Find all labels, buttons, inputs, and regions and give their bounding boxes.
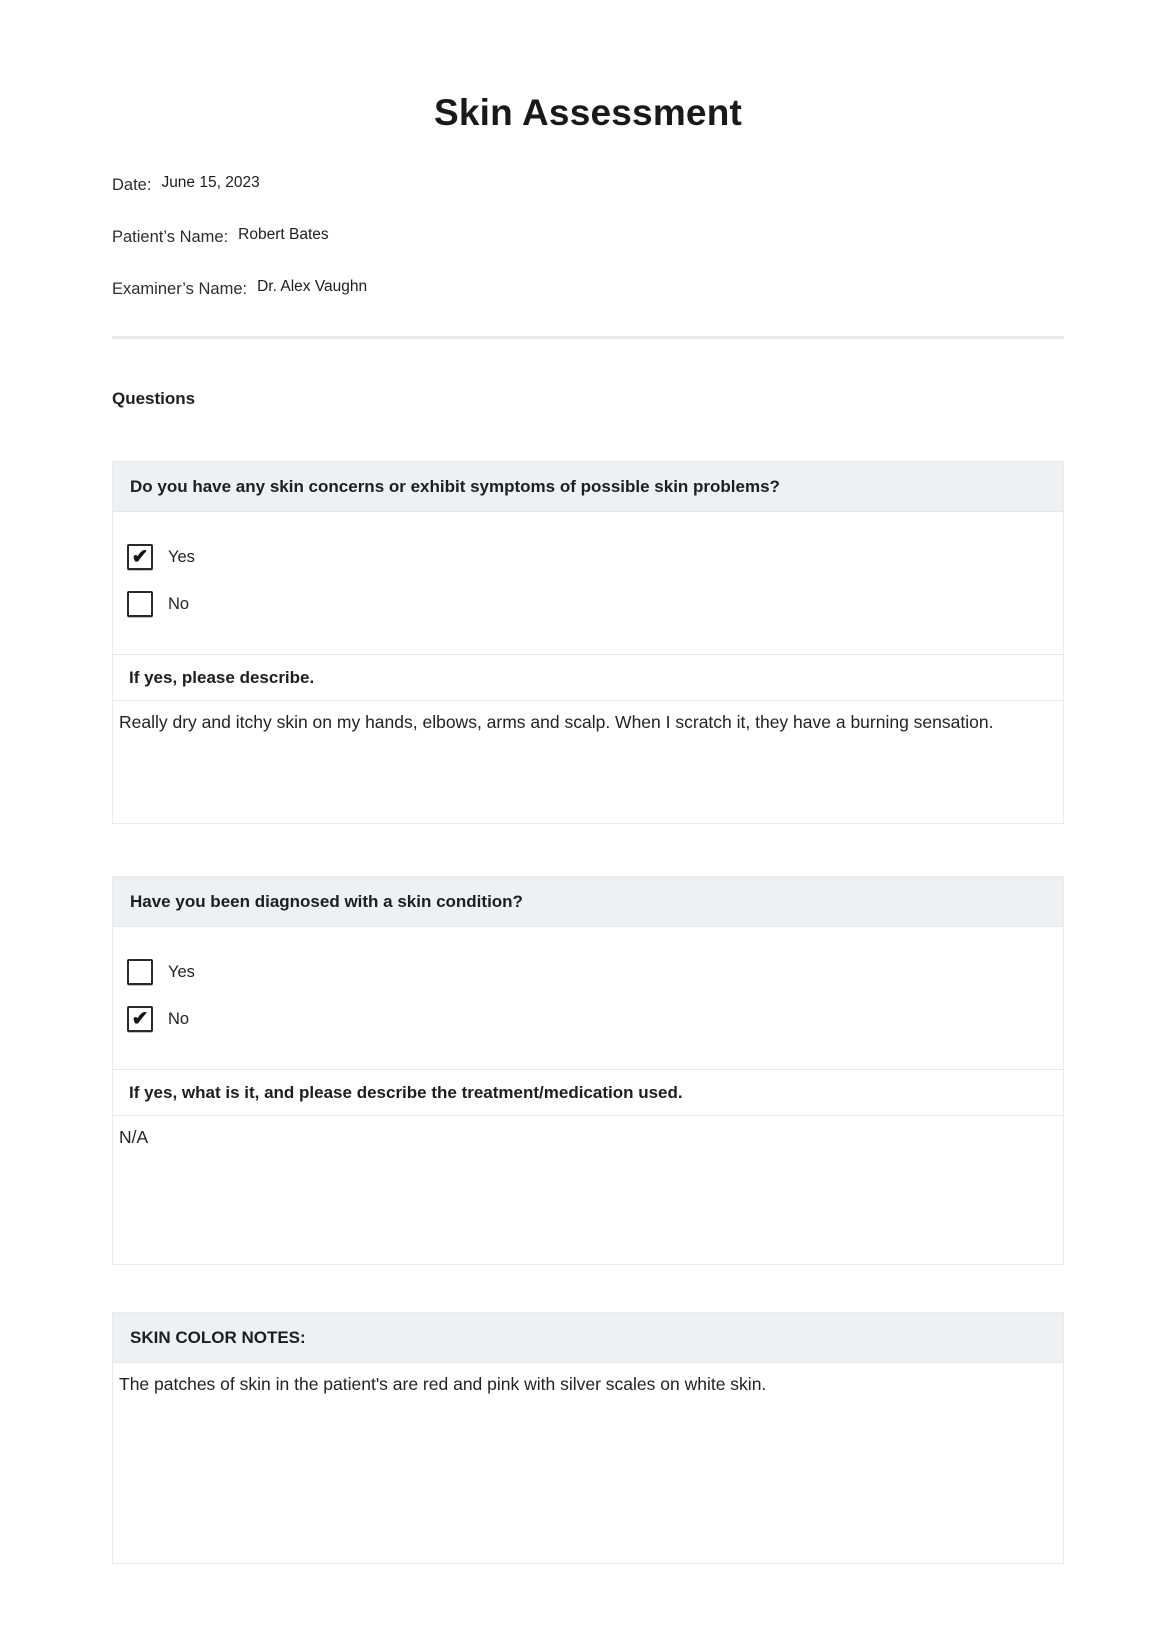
option-label-yes: Yes [168,962,195,981]
examiner-name-label: Examiner’s Name: [112,280,248,298]
option-label-yes: Yes [168,547,195,566]
followup-answer-text[interactable]: Really dry and itchy skin on my hands, elbows, arms and scalp. When I scratch it, they have a burning sensation. [119,712,994,732]
date-field-row [112,176,1064,198]
patient-name-label: Patient’s Name: [112,228,229,246]
header-fields [112,176,1064,302]
question-prompt: Have you been diagnosed with a skin condition? [113,877,1063,927]
examiner-name-value[interactable]: Dr. Alex Vaughn [257,278,368,295]
date-value[interactable]: June 15, 2023 [161,174,260,191]
checkbox-yes[interactable] [127,959,153,985]
question-block-skin-concerns [112,461,1064,824]
page-title: Skin Assessment [433,92,743,133]
patient-name-field-row [112,228,1064,250]
checkbox-no[interactable]: ✔ [127,1006,153,1032]
option-row-yes[interactable] [127,544,1047,570]
followup-answer-text[interactable]: N/A [119,1127,149,1147]
section-divider [112,336,1064,339]
followup-label: If yes, what is it, and please describe the treatment/medication used. [113,1069,1063,1116]
question-block-diagnosed-condition [112,876,1064,1265]
followup-label: If yes, please describe. [113,654,1063,701]
question-prompt: Do you have any skin concerns or exhibit symptoms of possible skin problems? [113,462,1063,512]
checkbox-no[interactable] [127,591,153,617]
option-row-no[interactable] [127,591,1047,617]
patient-name-value[interactable]: Robert Bates [238,226,329,243]
questions-heading: Questions [112,389,196,408]
option-row-yes[interactable] [127,959,1047,985]
date-label: Date: [112,176,152,194]
skin-color-notes-text[interactable]: The patches of skin in the patient's are red and pink with silver scales on white skin. [119,1374,767,1394]
skin-color-notes-header: SKIN COLOR NOTES: [113,1313,1063,1363]
options-group [113,927,1063,1069]
option-label-no: No [168,594,190,613]
option-label-no: No [168,1009,190,1028]
examiner-name-field-row [112,280,1064,302]
option-row-no[interactable] [127,1006,1047,1032]
skin-color-notes-block [112,1312,1064,1564]
checkbox-yes[interactable]: ✔ [127,544,153,570]
options-group [113,512,1063,654]
